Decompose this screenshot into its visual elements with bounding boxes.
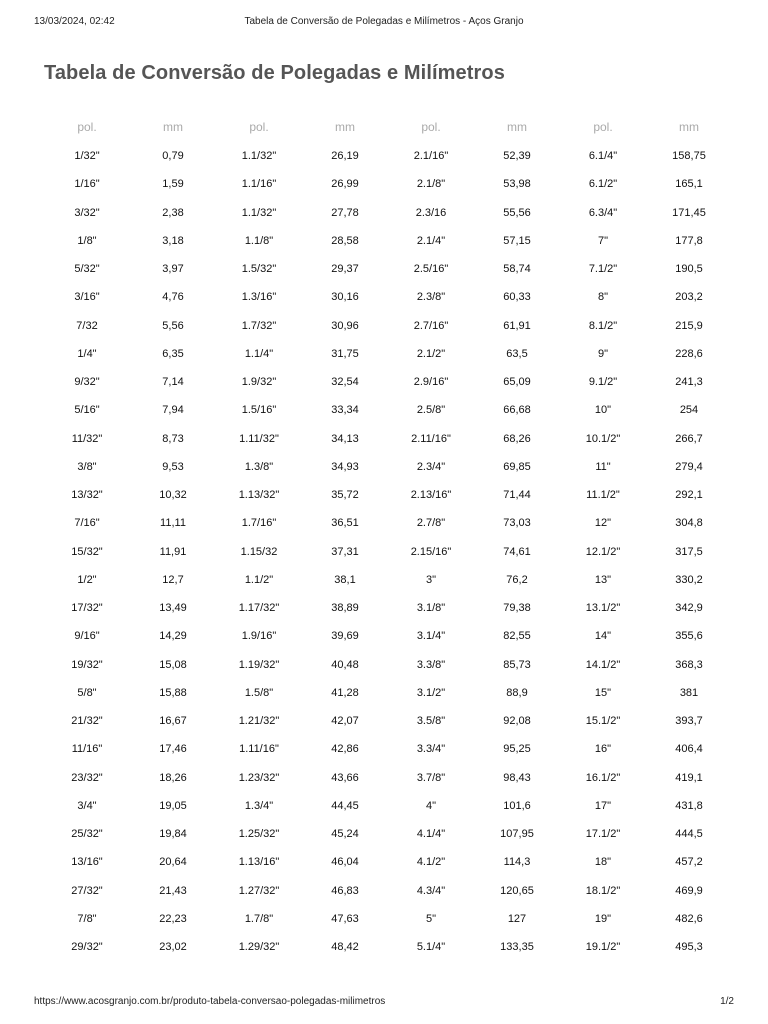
table-cell: 3/8" — [77, 460, 97, 473]
table-cell: 16.1/2" — [585, 771, 621, 784]
table-cell: 11/16" — [71, 743, 103, 756]
table-cell: 2.5/16" — [413, 263, 449, 276]
table-cell: 1.1/4" — [244, 347, 274, 360]
table-cell: 101,6 — [503, 799, 531, 812]
table-cell: 14.1/2" — [585, 658, 621, 671]
table-cell: 381 — [679, 686, 699, 699]
table-cell: 2.7/16" — [413, 319, 449, 332]
table-cell: 1/32" — [74, 150, 100, 163]
table-row — [44, 707, 732, 735]
table-cell: 1.19/32" — [238, 658, 280, 671]
table-cell: 5.1/4" — [416, 941, 446, 954]
table-cell: 13.1/2" — [585, 602, 621, 615]
table-cell: 17,46 — [159, 743, 187, 756]
table-cell: 3,18 — [162, 234, 184, 247]
table-cell: 3,97 — [162, 263, 184, 276]
table-cell: 127 — [507, 912, 527, 925]
table-cell: 22,23 — [159, 912, 187, 925]
table-cell: 18,26 — [159, 771, 187, 784]
table-row — [44, 848, 732, 876]
column-header: mm — [507, 120, 527, 134]
table-cell: 1.3/4" — [244, 799, 274, 812]
table-row — [44, 566, 732, 594]
table-cell: 368,3 — [675, 658, 703, 671]
table-row — [44, 792, 732, 820]
table-row — [44, 933, 732, 961]
table-cell: 215,9 — [675, 319, 703, 332]
table-cell: 55,56 — [503, 206, 531, 219]
table-cell: 15.1/2" — [585, 715, 621, 728]
table-cell: 13/16" — [71, 856, 103, 869]
table-cell: 9/16" — [74, 630, 100, 643]
page-number: 1/2 — [720, 996, 734, 1007]
table-cell: 1.3/16" — [241, 291, 277, 304]
table-cell: 4.1/4" — [416, 828, 446, 841]
table-row — [44, 764, 732, 792]
table-cell: 1.3/8" — [244, 460, 274, 473]
table-cell: 11,11 — [160, 517, 186, 530]
table-header-row — [44, 112, 732, 142]
table-cell: 1.27/32" — [238, 884, 280, 897]
column-header: pol. — [593, 120, 613, 134]
table-cell: 2.9/16" — [413, 376, 449, 389]
table-cell: 11" — [595, 460, 611, 473]
table-cell: 6.3/4" — [588, 206, 618, 219]
table-cell: 18" — [594, 856, 612, 869]
table-row — [44, 142, 732, 170]
table-cell: 3.5/8" — [416, 715, 446, 728]
table-cell: 2.15/16" — [410, 545, 452, 558]
table-cell: 9.1/2" — [588, 376, 618, 389]
table-cell: 3.1/8" — [416, 602, 446, 615]
table-cell: 3.7/8" — [416, 771, 446, 784]
table-cell: 107,95 — [500, 828, 534, 841]
table-cell: 304,8 — [675, 517, 703, 530]
table-cell: 9/32" — [74, 376, 100, 389]
table-cell: 8,73 — [162, 432, 184, 445]
table-row — [44, 368, 732, 396]
table-cell: 34,13 — [331, 432, 359, 445]
table-row — [44, 735, 732, 763]
table-cell: 3.1/2" — [416, 686, 446, 699]
table-cell: 7/16" — [74, 517, 100, 530]
column-header: mm — [335, 120, 355, 134]
table-cell: 1.29/32" — [238, 941, 280, 954]
table-cell: 15/32" — [71, 545, 103, 558]
table-cell: 6.1/2" — [588, 178, 618, 191]
table-cell: 1.7/8" — [244, 912, 274, 925]
table-cell: 0,79 — [162, 150, 184, 163]
table-cell: 1.15/32 — [240, 545, 278, 558]
table-cell: 21,43 — [159, 884, 187, 897]
table-cell: 29,37 — [331, 263, 359, 276]
table-row — [44, 312, 732, 340]
table-row — [44, 622, 732, 650]
table-cell: 17" — [594, 799, 612, 812]
table-cell: 393,7 — [675, 715, 703, 728]
table-cell: 203,2 — [675, 291, 703, 304]
table-cell: 2.3/16 — [415, 206, 447, 219]
table-cell: 1/2" — [77, 573, 97, 586]
table-row — [44, 425, 732, 453]
table-cell: 7,94 — [162, 404, 184, 417]
table-cell: 9,53 — [162, 460, 184, 473]
table-cell: 171,45 — [672, 206, 706, 219]
table-cell: 45,24 — [331, 828, 359, 841]
table-cell: 25/32" — [71, 828, 103, 841]
table-cell: 482,6 — [675, 912, 703, 925]
table-cell: 2.3/4" — [416, 460, 446, 473]
table-cell: 58,74 — [503, 263, 531, 276]
table-cell: 228,6 — [675, 347, 703, 360]
print-footer — [34, 996, 734, 1010]
table-cell: 8.1/2" — [588, 319, 618, 332]
table-cell: 12.1/2" — [585, 545, 621, 558]
table-cell: 15,08 — [159, 658, 187, 671]
table-cell: 40,48 — [331, 658, 359, 671]
table-cell: 26,99 — [331, 178, 359, 191]
table-cell: 9" — [597, 347, 609, 360]
table-cell: 11.1/2" — [586, 489, 620, 502]
table-cell: 1.1/16" — [241, 178, 277, 191]
table-cell: 32,54 — [331, 376, 359, 389]
table-cell: 444,5 — [675, 828, 703, 841]
table-cell: 48,42 — [331, 941, 359, 954]
table-cell: 5/8" — [77, 686, 97, 699]
table-cell: 431,8 — [675, 799, 703, 812]
table-cell: 2.7/8" — [416, 517, 446, 530]
table-body — [44, 142, 732, 961]
table-cell: 1.1/8" — [244, 234, 274, 247]
table-cell: 158,75 — [672, 150, 706, 163]
table-cell: 1.11/32" — [239, 432, 279, 445]
table-cell: 98,43 — [503, 771, 531, 784]
table-row — [44, 453, 732, 481]
table-cell: 63,5 — [506, 347, 528, 360]
table-cell: 15,88 — [159, 686, 187, 699]
table-cell: 11,91 — [159, 545, 187, 558]
column-header: mm — [679, 120, 699, 134]
table-cell: 5" — [425, 912, 437, 925]
table-cell: 71,44 — [503, 489, 531, 502]
table-cell: 1.5/8" — [244, 686, 274, 699]
table-cell: 53,98 — [503, 178, 531, 191]
table-cell: 2.5/8" — [416, 404, 446, 417]
table-cell: 1.7/16" — [241, 517, 277, 530]
table-cell: 241,3 — [675, 376, 703, 389]
table-cell: 30,96 — [331, 319, 359, 332]
column-header: pol. — [421, 120, 441, 134]
table-cell: 5/16" — [74, 404, 100, 417]
table-cell: 33,34 — [331, 404, 359, 417]
table-cell: 2,38 — [162, 206, 184, 219]
table-cell: 10,32 — [159, 489, 187, 502]
table-cell: 60,33 — [503, 291, 531, 304]
table-cell: 13,49 — [159, 602, 187, 615]
table-row — [44, 538, 732, 566]
table-cell: 27/32" — [71, 884, 103, 897]
table-cell: 47,63 — [331, 912, 359, 925]
table-cell: 10" — [594, 404, 612, 417]
table-cell: 61,91 — [503, 319, 531, 332]
table-cell: 3" — [425, 573, 437, 586]
table-row — [44, 340, 732, 368]
table-cell: 1.1/2" — [244, 573, 274, 586]
table-cell: 1.13/16" — [238, 856, 280, 869]
table-cell: 419,1 — [675, 771, 703, 784]
table-cell: 19" — [594, 912, 612, 925]
column-header: pol. — [249, 120, 269, 134]
table-cell: 42,07 — [331, 715, 359, 728]
table-cell: 2.11/16" — [411, 432, 451, 445]
table-cell: 7.1/2" — [588, 263, 618, 276]
table-cell: 279,4 — [675, 460, 703, 473]
table-cell: 1.11/16" — [239, 743, 279, 756]
print-page-title: Tabela de Conversão de Polegadas e Milímetros - Aços Granjo — [244, 16, 524, 27]
table-cell: 26,19 — [331, 150, 359, 163]
table-cell: 19,05 — [159, 799, 187, 812]
table-cell: 6,35 — [162, 347, 184, 360]
table-row — [44, 227, 732, 255]
table-cell: 469,9 — [675, 884, 703, 897]
table-cell: 18.1/2" — [585, 884, 621, 897]
conversion-table — [44, 112, 732, 961]
table-cell: 76,2 — [506, 573, 528, 586]
table-cell: 1/16" — [74, 178, 100, 191]
table-cell: 57,15 — [503, 234, 531, 247]
table-cell: 1.5/16" — [241, 404, 277, 417]
table-cell: 4.3/4" — [416, 884, 446, 897]
table-cell: 14,29 — [159, 630, 187, 643]
table-cell: 46,04 — [331, 856, 359, 869]
table-cell: 39,69 — [331, 630, 359, 643]
table-cell: 38,1 — [334, 573, 356, 586]
table-cell: 165,1 — [675, 178, 703, 191]
table-cell: 3.1/4" — [416, 630, 446, 643]
table-cell: 23,02 — [159, 941, 187, 954]
table-cell: 19/32" — [71, 658, 103, 671]
page-url: https://www.acosgranjo.com.br/produto-tabela-conversao-polegadas-milimetros — [34, 996, 386, 1007]
table-cell: 7/32 — [76, 319, 98, 332]
table-cell: 92,08 — [503, 715, 531, 728]
table-cell: 1.1/32" — [241, 150, 277, 163]
table-cell: 5,56 — [162, 319, 184, 332]
table-cell: 20,64 — [159, 856, 187, 869]
table-cell: 38,89 — [331, 602, 359, 615]
table-cell: 1.9/32" — [241, 376, 277, 389]
table-row — [44, 396, 732, 424]
table-row — [44, 199, 732, 227]
table-cell: 44,45 — [331, 799, 359, 812]
table-cell: 1.13/32" — [238, 489, 280, 502]
table-cell: 1.17/32" — [238, 602, 280, 615]
table-cell: 31,75 — [331, 347, 359, 360]
table-cell: 28,58 — [331, 234, 359, 247]
table-cell: 1/8" — [77, 234, 97, 247]
column-header: pol. — [77, 120, 97, 134]
table-cell: 6.1/4" — [588, 150, 618, 163]
table-cell: 2.13/16" — [410, 489, 452, 502]
table-cell: 292,1 — [675, 489, 703, 502]
table-cell: 15" — [594, 686, 612, 699]
table-cell: 355,6 — [675, 630, 703, 643]
table-cell: 17.1/2" — [585, 828, 621, 841]
table-cell: 317,5 — [675, 545, 703, 558]
table-cell: 79,38 — [503, 602, 531, 615]
table-cell: 457,2 — [675, 856, 703, 869]
table-cell: 23/32" — [71, 771, 103, 784]
table-cell: 133,35 — [500, 941, 534, 954]
table-row — [44, 509, 732, 537]
table-cell: 16" — [594, 743, 612, 756]
page-title: Tabela de Conversão de Polegadas e Milímetros — [44, 62, 505, 84]
table-cell: 12,7 — [162, 573, 184, 586]
table-cell: 69,85 — [503, 460, 531, 473]
table-row — [44, 283, 732, 311]
table-cell: 120,65 — [500, 884, 534, 897]
table-cell: 254 — [679, 404, 699, 417]
table-cell: 1.5/32" — [241, 263, 277, 276]
table-cell: 21/32" — [71, 715, 103, 728]
table-cell: 36,51 — [331, 517, 359, 530]
table-cell: 2.1/2" — [416, 347, 446, 360]
table-cell: 52,39 — [503, 150, 531, 163]
table-cell: 3/32" — [74, 206, 100, 219]
table-cell: 46,83 — [331, 884, 359, 897]
table-cell: 66,68 — [503, 404, 531, 417]
table-row — [44, 255, 732, 283]
table-cell: 1.23/32" — [238, 771, 280, 784]
table-cell: 35,72 — [331, 489, 359, 502]
table-cell: 11/32" — [71, 432, 103, 445]
table-cell: 30,16 — [331, 291, 359, 304]
table-row — [44, 170, 732, 198]
table-cell: 13/32" — [71, 489, 103, 502]
table-cell: 4,76 — [162, 291, 184, 304]
table-row — [44, 679, 732, 707]
table-cell: 1.1/32" — [241, 206, 277, 219]
table-cell: 4" — [425, 799, 437, 812]
table-cell: 12" — [594, 517, 612, 530]
table-cell: 68,26 — [503, 432, 531, 445]
table-cell: 19.1/2" — [585, 941, 621, 954]
table-cell: 37,31 — [331, 545, 359, 558]
table-row — [44, 820, 732, 848]
table-cell: 5/32" — [74, 263, 100, 276]
table-cell: 82,55 — [503, 630, 531, 643]
print-date: 13/03/2024, 02:42 — [34, 16, 115, 27]
table-cell: 1,59 — [162, 178, 184, 191]
table-cell: 342,9 — [675, 602, 703, 615]
table-cell: 1.25/32" — [238, 828, 280, 841]
table-cell: 43,66 — [331, 771, 359, 784]
table-cell: 85,73 — [503, 658, 531, 671]
table-row — [44, 905, 732, 933]
table-cell: 330,2 — [675, 573, 703, 586]
print-header — [34, 16, 734, 30]
table-cell: 8" — [597, 291, 609, 304]
table-cell: 14" — [594, 630, 612, 643]
table-cell: 10.1/2" — [585, 432, 621, 445]
table-cell: 2.3/8" — [416, 291, 446, 304]
table-row — [44, 877, 732, 905]
table-cell: 1/4" — [77, 347, 97, 360]
table-cell: 2.1/8" — [416, 178, 446, 191]
table-row — [44, 481, 732, 509]
table-cell: 16,67 — [159, 715, 187, 728]
table-cell: 3.3/8" — [416, 658, 446, 671]
table-cell: 3/16" — [74, 291, 100, 304]
table-cell: 190,5 — [675, 263, 703, 276]
table-cell: 2.1/4" — [416, 234, 446, 247]
column-header: mm — [163, 120, 183, 134]
table-cell: 1.21/32" — [238, 715, 280, 728]
table-row — [44, 594, 732, 622]
table-cell: 4.1/2" — [416, 856, 446, 869]
table-cell: 74,61 — [503, 545, 531, 558]
table-cell: 114,3 — [503, 856, 531, 869]
table-cell: 177,8 — [675, 234, 703, 247]
table-cell: 73,03 — [503, 517, 531, 530]
table-cell: 41,28 — [331, 686, 359, 699]
table-cell: 7/8" — [77, 912, 97, 925]
table-row — [44, 651, 732, 679]
table-cell: 65,09 — [503, 376, 531, 389]
table-cell: 3/4" — [77, 799, 97, 812]
table-cell: 7,14 — [162, 376, 184, 389]
table-cell: 13" — [594, 573, 612, 586]
table-cell: 1.9/16" — [241, 630, 277, 643]
table-cell: 17/32" — [71, 602, 103, 615]
table-cell: 7" — [597, 234, 609, 247]
table-cell: 2.1/16" — [413, 150, 449, 163]
table-cell: 19,84 — [159, 828, 187, 841]
table-cell: 29/32" — [71, 941, 103, 954]
table-cell: 95,25 — [503, 743, 531, 756]
table-cell: 27,78 — [331, 206, 359, 219]
table-cell: 42,86 — [331, 743, 359, 756]
table-cell: 3.3/4" — [416, 743, 446, 756]
table-cell: 34,93 — [331, 460, 359, 473]
table-cell: 88,9 — [506, 686, 528, 699]
table-cell: 266,7 — [675, 432, 703, 445]
table-cell: 406,4 — [675, 743, 703, 756]
table-cell: 495,3 — [675, 941, 703, 954]
table-cell: 1.7/32" — [241, 319, 277, 332]
